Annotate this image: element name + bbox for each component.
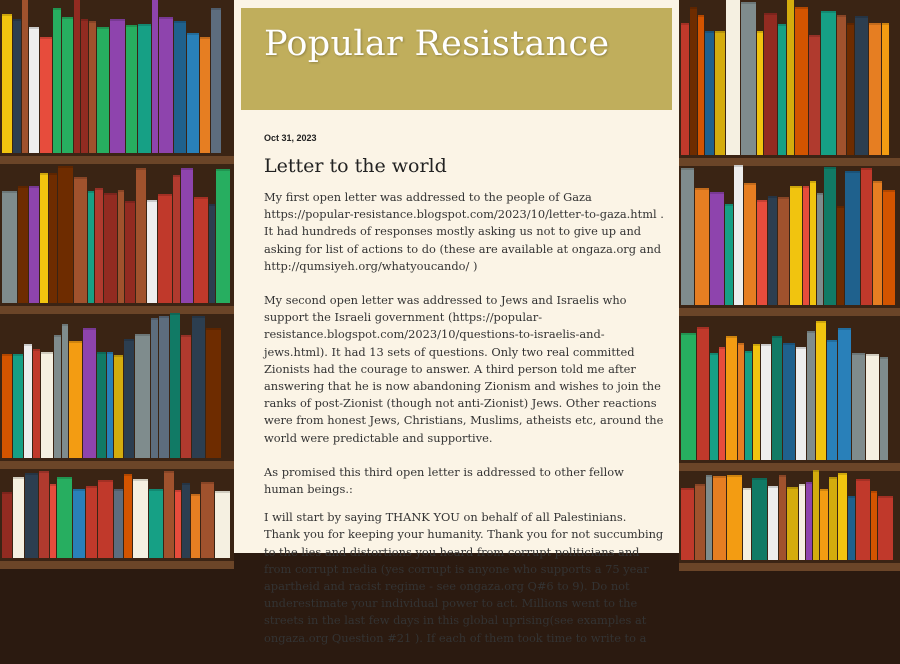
book-spine bbox=[2, 14, 12, 153]
book-spine bbox=[54, 335, 61, 458]
book-spine bbox=[681, 333, 696, 460]
book-spine bbox=[855, 16, 868, 155]
book-spine bbox=[838, 473, 847, 560]
book-spine bbox=[821, 11, 836, 155]
bookshelf-row bbox=[679, 316, 900, 471]
book-spine bbox=[848, 496, 855, 560]
book-spine bbox=[29, 27, 39, 153]
book-spine bbox=[126, 25, 137, 153]
book-spine bbox=[133, 479, 148, 558]
book-spine bbox=[807, 331, 815, 460]
book-spine bbox=[151, 318, 158, 458]
book-spine bbox=[744, 183, 756, 305]
book-spine bbox=[715, 31, 725, 155]
book-spine bbox=[847, 23, 854, 155]
book-spine bbox=[787, 0, 794, 155]
book-spine bbox=[741, 2, 756, 155]
book-spine bbox=[215, 491, 230, 558]
book-spine bbox=[192, 316, 205, 458]
book-spine bbox=[799, 484, 805, 560]
book-spine bbox=[88, 191, 94, 303]
book-spine bbox=[753, 344, 760, 460]
book-spine bbox=[787, 487, 798, 560]
book-spine bbox=[81, 19, 88, 153]
book-spine bbox=[719, 347, 725, 460]
bookshelf-row bbox=[679, 0, 900, 166]
book-spine bbox=[727, 475, 742, 560]
book-spine bbox=[89, 21, 96, 153]
book-spine bbox=[39, 471, 49, 558]
book-spine bbox=[138, 24, 151, 153]
book-spine bbox=[873, 181, 882, 305]
book-spine bbox=[83, 328, 96, 458]
book-spine bbox=[772, 336, 782, 460]
book-spine bbox=[2, 191, 17, 303]
book-spine bbox=[200, 37, 210, 153]
book-spine bbox=[779, 475, 786, 560]
book-spine bbox=[13, 477, 24, 558]
book-spine bbox=[681, 168, 694, 305]
book-spine bbox=[698, 15, 704, 155]
bookshelf-row bbox=[0, 469, 234, 569]
book-spine bbox=[74, 0, 80, 153]
book-spine bbox=[159, 316, 169, 458]
book-spine bbox=[768, 486, 778, 560]
book-spine bbox=[147, 200, 157, 303]
book-spine bbox=[209, 204, 215, 303]
bookshelf-row bbox=[0, 164, 234, 314]
bookshelf-background-left bbox=[0, 0, 234, 553]
book-spine bbox=[2, 354, 12, 458]
book-spine bbox=[880, 357, 888, 460]
book-spine bbox=[211, 8, 221, 153]
bookshelf-row bbox=[679, 471, 900, 571]
bookshelf-background-right bbox=[679, 0, 900, 553]
book-spine bbox=[95, 188, 103, 303]
book-spine bbox=[174, 21, 186, 153]
book-spine bbox=[757, 31, 763, 155]
book-spine bbox=[2, 492, 12, 558]
blog-header bbox=[241, 8, 672, 110]
book-spine bbox=[18, 186, 28, 303]
book-spine bbox=[170, 313, 180, 458]
book-spine bbox=[206, 328, 221, 458]
book-spine bbox=[62, 324, 68, 458]
book-spine bbox=[13, 19, 21, 153]
book-spine bbox=[135, 334, 150, 458]
book-spine bbox=[98, 480, 113, 558]
book-spine bbox=[882, 23, 889, 155]
book-spine bbox=[125, 201, 135, 303]
book-spine bbox=[97, 352, 106, 458]
book-spine bbox=[24, 344, 32, 458]
book-spine bbox=[57, 477, 72, 558]
book-spine bbox=[681, 488, 694, 560]
book-spine bbox=[114, 489, 123, 558]
book-spine bbox=[13, 354, 23, 458]
book-spine bbox=[745, 351, 752, 460]
book-spine bbox=[761, 344, 771, 460]
book-spine bbox=[871, 491, 877, 560]
book-spine bbox=[216, 169, 230, 303]
book-spine bbox=[852, 353, 865, 460]
book-spine bbox=[164, 471, 174, 558]
post-paragraph: My second open letter was addressed to Jews and Israelis who support the Israeli government (https://popular-resistance.blogspot.com/2023/10/questions-to-israelis-and-jews.html). It had 13 sets of questions. Only two real committed Zionists had the courage to answer. A third person told me after answering that he is now abandoning Zionism and wishes to join the ranks of post-Zionist (though not anti-Zionist) Jews. Other reactions were from honest Jews, Christians, Muslims, atheists etc, around the world were predictable and supportive. bbox=[264, 293, 664, 445]
book-spine bbox=[110, 19, 125, 153]
post-body bbox=[264, 189, 664, 664]
book-spine bbox=[29, 186, 39, 303]
book-spine bbox=[182, 483, 190, 558]
book-spine bbox=[713, 476, 726, 560]
book-spine bbox=[824, 167, 836, 305]
book-spine bbox=[152, 0, 158, 153]
book-spine bbox=[738, 343, 744, 460]
book-spine bbox=[53, 8, 61, 153]
book-spine bbox=[181, 168, 193, 303]
book-spine bbox=[201, 482, 214, 558]
book-spine bbox=[817, 193, 823, 305]
book-spine bbox=[706, 475, 712, 560]
book-spine bbox=[878, 496, 893, 560]
book-spine bbox=[191, 494, 200, 558]
post-paragraph: I will start by saying THANK YOU on behalf of all Palestinians. Thank you for keeping your humanity. Thank you for not succumbing to the lies and distortions you heard from corrupt politicians and from corrupt media (yes corrupt is anyone who supports a 75 year apartheid and racist regime - see ongaza.org Q#6 to 9). Do not underestimate your individual power to act. Millions went to the streets in the last few days in this global uprising(see examples at ongaza.org Question #21 ). If each of them took time to write to a bbox=[264, 510, 664, 645]
book-spine bbox=[124, 474, 132, 558]
book-spine bbox=[74, 177, 87, 303]
bookshelf-row bbox=[0, 0, 234, 164]
book-spine bbox=[813, 470, 819, 560]
book-spine bbox=[827, 340, 837, 460]
blog-title[interactable]: Popular Resistance bbox=[264, 24, 610, 64]
book-spine bbox=[726, 0, 740, 155]
book-spine bbox=[856, 479, 870, 560]
book-spine bbox=[187, 33, 199, 153]
book-spine bbox=[837, 15, 846, 155]
book-spine bbox=[181, 335, 191, 458]
book-spine bbox=[869, 23, 881, 155]
book-spine bbox=[726, 336, 737, 460]
book-spine bbox=[803, 186, 809, 305]
book-spine bbox=[41, 352, 53, 458]
book-spine bbox=[796, 347, 806, 460]
book-spine bbox=[97, 27, 109, 153]
book-spine bbox=[838, 328, 851, 460]
book-spine bbox=[743, 488, 751, 560]
book-spine bbox=[757, 200, 767, 305]
book-spine bbox=[764, 13, 777, 155]
book-spine bbox=[124, 339, 134, 458]
book-spine bbox=[173, 175, 180, 303]
post-date: Oct 31, 2023 bbox=[264, 133, 317, 143]
blog-main-column bbox=[234, 0, 679, 645]
post-title[interactable]: Letter to the world bbox=[264, 155, 447, 177]
book-spine bbox=[734, 165, 743, 305]
book-spine bbox=[861, 168, 872, 305]
bookshelf-row bbox=[0, 314, 234, 469]
book-spine bbox=[809, 35, 820, 155]
book-spine bbox=[50, 484, 56, 558]
book-spine bbox=[158, 194, 172, 303]
book-spine bbox=[705, 31, 714, 155]
book-spine bbox=[136, 168, 146, 303]
book-spine bbox=[22, 0, 28, 153]
book-spine bbox=[725, 204, 733, 305]
book-spine bbox=[62, 17, 73, 153]
book-spine bbox=[697, 327, 709, 460]
book-spine bbox=[69, 341, 82, 458]
bookshelf-row bbox=[679, 166, 900, 316]
book-spine bbox=[695, 188, 709, 305]
book-spine bbox=[695, 484, 705, 560]
book-spine bbox=[790, 186, 802, 305]
book-spine bbox=[114, 355, 123, 458]
book-spine bbox=[25, 473, 38, 558]
book-spine bbox=[810, 181, 816, 305]
book-spine bbox=[820, 489, 828, 560]
book-spine bbox=[58, 166, 73, 303]
book-spine bbox=[752, 478, 767, 560]
book-spine bbox=[783, 343, 795, 460]
book-spine bbox=[86, 486, 97, 558]
book-spine bbox=[883, 190, 895, 305]
book-spine bbox=[175, 490, 181, 558]
book-spine bbox=[806, 482, 812, 560]
book-spine bbox=[690, 7, 697, 156]
book-spine bbox=[681, 23, 689, 155]
book-spine bbox=[829, 477, 837, 560]
book-spine bbox=[104, 193, 117, 303]
book-spine bbox=[194, 197, 208, 303]
book-spine bbox=[33, 349, 40, 458]
book-spine bbox=[778, 197, 789, 305]
book-spine bbox=[710, 192, 724, 305]
book-spine bbox=[778, 24, 786, 155]
book-spine bbox=[73, 489, 85, 558]
book-spine bbox=[795, 7, 808, 156]
book-spine bbox=[40, 173, 48, 303]
post-paragraph: As promised this third open letter is addressed to other fellow human beings.: bbox=[264, 464, 624, 497]
book-spine bbox=[837, 206, 844, 305]
book-spine bbox=[866, 354, 879, 460]
post-paragraph: My first open letter was addressed to the people of Gaza https://popular-resistance.blogspot.com/2023/10/letter-to-gaza.html . It had hundreds of responses mostly asking us not to give up and asking for list of actions to do (these are available at ongaza.org and http://qumsiyeh.org/whatyoucando/ ) bbox=[264, 190, 664, 273]
book-spine bbox=[149, 489, 163, 558]
book-spine bbox=[40, 37, 52, 153]
book-spine bbox=[49, 173, 57, 303]
book-spine bbox=[118, 190, 124, 303]
book-spine bbox=[816, 321, 826, 460]
book-spine bbox=[710, 353, 718, 460]
book-spine bbox=[845, 171, 860, 305]
book-spine bbox=[107, 352, 113, 458]
book-spine bbox=[768, 196, 777, 305]
book-spine bbox=[159, 17, 173, 153]
